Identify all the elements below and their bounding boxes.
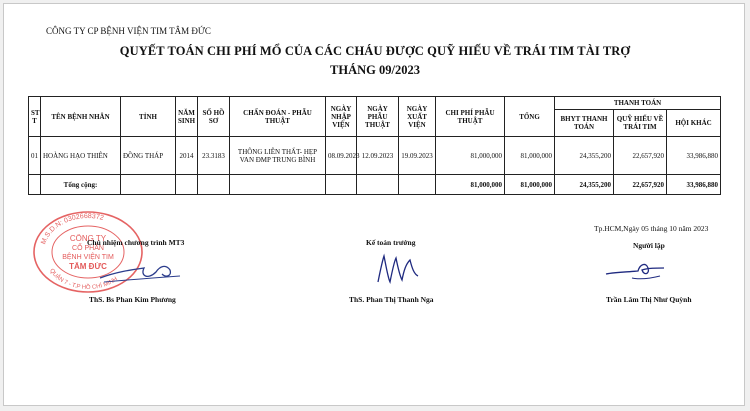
right-signer-role: Người lập [633,241,665,250]
table-row [29,137,721,175]
cell-other: 33,986,880 [667,137,721,175]
seal-code: M.S.D.N: 0302668372 [40,212,105,246]
cell-province: ĐỒNG THÁP [121,137,176,175]
col-cost: CHI PHÍ PHẪU THUẬT [436,97,505,137]
seal-line1: CÔNG TY [69,234,107,243]
col-total: TỔNG [505,97,555,137]
cell-admit: 08.09.2023 [326,137,357,175]
sign-date: Tp.HCM,Ngày 05 tháng 10 năm 2023 [594,224,709,233]
col-diagnosis: CHẨN ĐOÁN - PHẪU THUẬT [230,97,326,137]
mid-signer-role: Kế toán trưởng [366,238,416,247]
document-title: QUYẾT TOÁN CHI PHÍ MỔ CỦA CÁC CHÁU ĐƯỢC QUỸ HIẾU VỀ TRÁI TIM TÀI TRỢ [119,44,631,58]
col-year: NĂM SINH [176,97,198,137]
cell-name: HOÀNG HẠO THIÊN [41,137,121,175]
col-payment: THANH TOÁN [555,97,721,110]
cell-year: 2014 [176,137,198,175]
totals-row [29,175,721,195]
seal-line2: CỔ PHẦN [72,245,104,252]
cell-stt: 01 [29,137,41,175]
totals-fund: 22,657,920 [614,175,667,195]
mid-signature [372,252,422,288]
col-name: TÊN BỆNH NHÂN [41,97,121,137]
col-stt: ST T [29,97,41,137]
left-signer-name: ThS. Bs Phan Kim Phương [89,295,176,304]
seal-line3: BỆNH VIỆN TIM [62,254,114,261]
cell-surgery: 12.09.2023 [357,137,399,175]
cell-fund: 22,657,920 [614,137,667,175]
left-signer-role: Chủ nhiệm chương trình MT3 [87,238,185,247]
totals-label: Tổng cộng: [41,175,121,195]
left-signature [96,254,186,286]
cell-record: 23.3183 [198,137,230,175]
document-page [3,3,745,406]
right-signature [602,256,672,286]
seal-line4: TÂM ĐỨC [69,262,107,271]
col-admit: NGÀY NHẬP VIỆN [326,97,357,137]
col-province: TỈNH [121,97,176,137]
right-signer-name: Trần Lâm Thị Như Quỳnh [606,295,692,304]
col-other: HỘI KHÁC [667,110,721,137]
col-fund: QUỸ HIẾU VỀ TRÁI TIM [614,110,667,137]
cell-cost: 81,000,000 [436,137,505,175]
cell-diagnosis: THÔNG LIÊN THẤT- HẸP VAN ĐMP TRUNG BÌNH [230,137,326,175]
cell-total: 81,000,000 [505,137,555,175]
totals-cost: 81,000,000 [436,175,505,195]
totals-total: 81,000,000 [505,175,555,195]
mid-signer-name: ThS. Phan Thị Thanh Nga [349,295,434,304]
col-bhyt: BHYT THANH TOÁN [555,110,614,137]
col-record: SỐ HỒ SƠ [198,97,230,137]
seal-bottom: QUẬN 7 - T.P HỒ CHÍ MINH [48,267,119,292]
document-month: THÁNG 09/2023 [330,63,420,77]
totals-other: 33,986,880 [667,175,721,195]
col-discharge: NGÀY XUẤT VIỆN [399,97,436,137]
cell-discharge: 19.09.2023 [399,137,436,175]
col-surgery: NGÀY PHẪU THUẬT [357,97,399,137]
company-name: CÔNG TY CP BỆNH VIỆN TIM TÂM ĐỨC [46,26,211,36]
settlement-table [28,96,721,195]
totals-bhyt: 24,355,200 [555,175,614,195]
cell-bhyt: 24,355,200 [555,137,614,175]
